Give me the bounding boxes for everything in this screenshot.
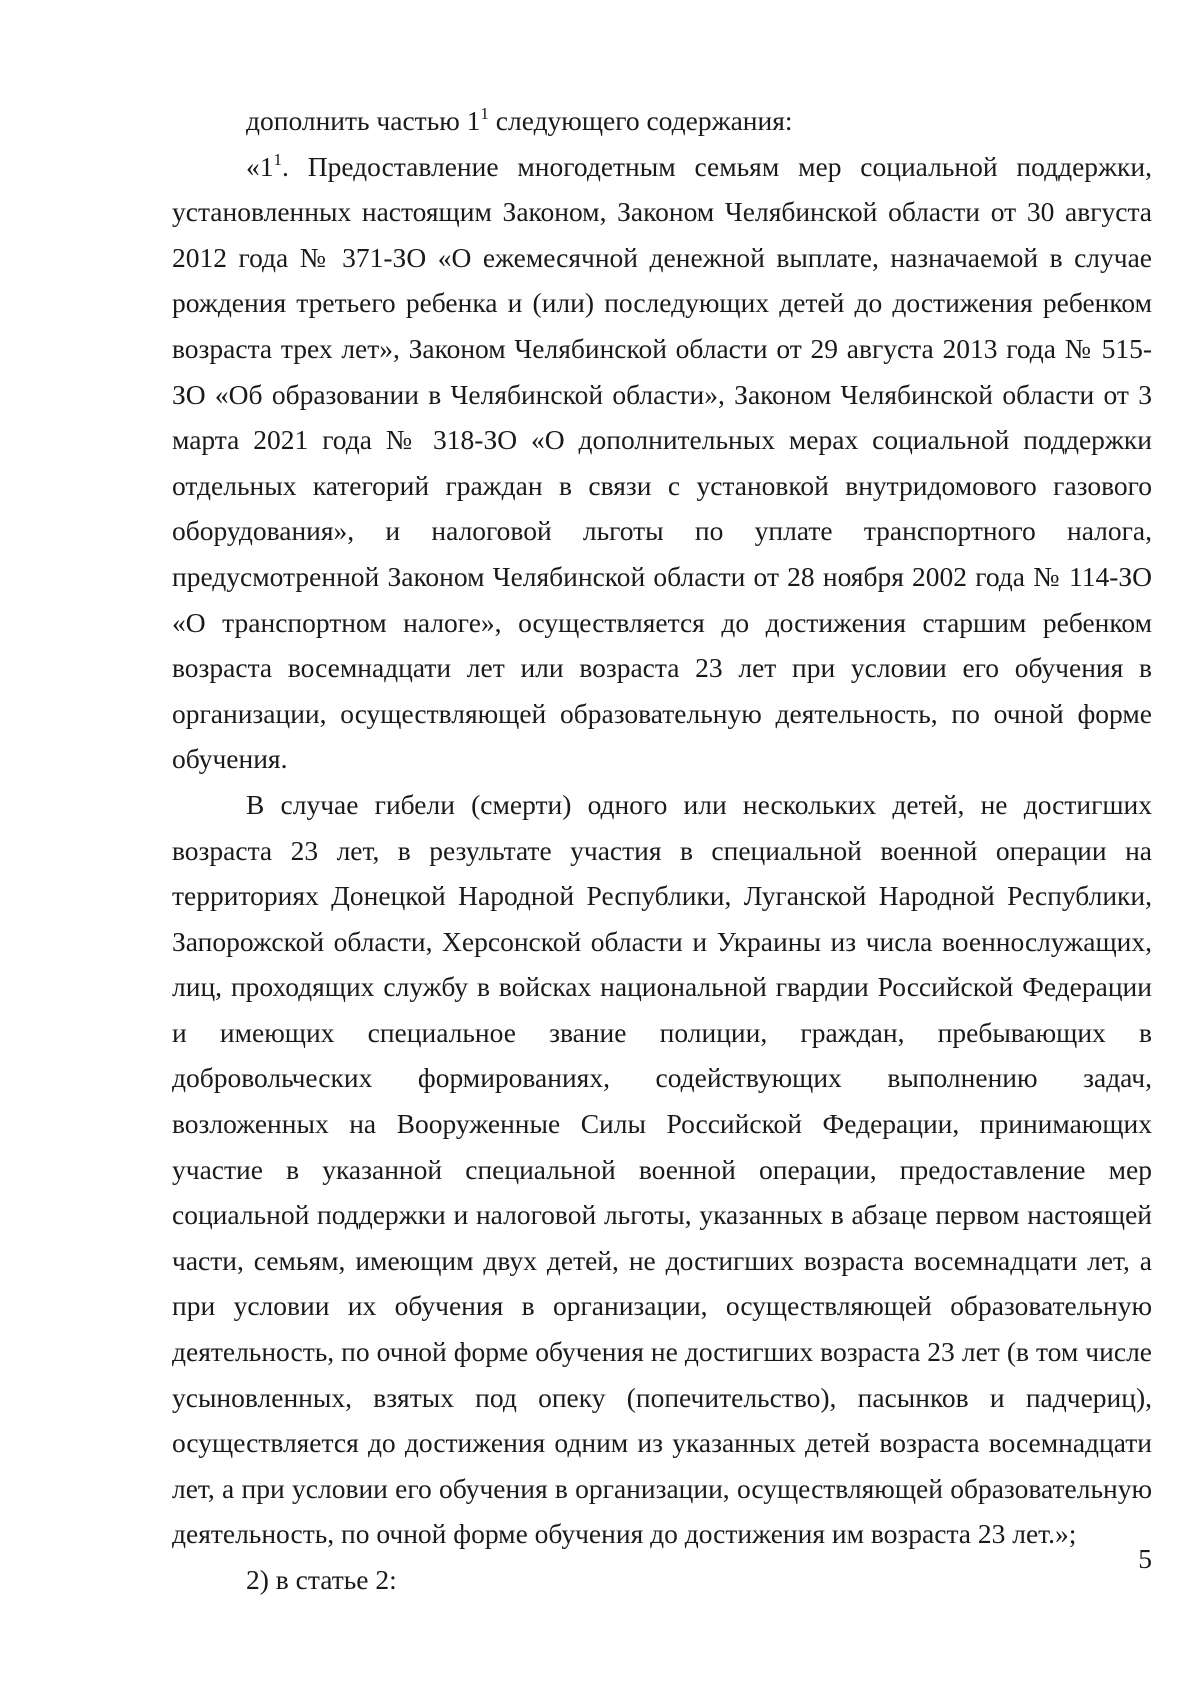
document-body xyxy=(172,98,1152,1603)
main-paragraph-superscript: 1 xyxy=(273,149,282,169)
intro-superscript: 1 xyxy=(480,104,489,123)
page-number: 5 xyxy=(1138,1543,1152,1574)
item-2-paragraph: 2) в статье 2: xyxy=(246,1564,397,1595)
main-paragraph-text: . Предоставление многодетным семьям мер социальной поддержки, установленных настоящим Законом, Законом Челябинской области от 30 августа 2012 года № 371-ЗО «О ежемесячной денежной выплате, назначаемой в случае рождения третьего ребенка и (или) последующих детей до достижения ребенком возраста трех лет», Законом Челябинской области от 29 августа 2013 года № 515-ЗО «Об образовании в Челябинской области», Законом Челябинской области от 3 марта 2021 года № 318-ЗО «О дополнительных мерах социальной поддержки отдельных категорий граждан в связи с установкой внутридомового газового оборудования», и налоговой льготы по уплате транспортного налога, предусмотренной Законом Челябинской области от 28 ноября 2002 года № 114-ЗО «О транспортном налоге», осуществляется до достижения старшим ребенком возраста восемнадцати лет или возраста 23 лет при условии его обучения в организации, осуществляющей образовательную деятельность, по очной форме обучения. xyxy=(172,150,1152,775)
intro-paragraph xyxy=(172,98,1152,144)
intro-text-before: дополнить частью 1 xyxy=(246,105,481,136)
main-paragraph xyxy=(172,144,1152,782)
intro-text-after: следующего содержания: xyxy=(488,105,793,136)
main-paragraph-number: «1 xyxy=(246,150,274,182)
second-paragraph: В случае гибели (смерти) одного или нескольких детей, не достигших возраста 23 лет, в результате участия в специальной военной операции на территориях Донецкой Народной Республики, Луганской Народной Республики, Запорожской области, Херсонской области и Украины из числа военнослужащих, лиц, проходящих службу в войсках национальной гвардии Российской Федерации и имеющих специальное звание полиции, граждан, пребывающих в добровольческих формированиях, содействующих выполнению задач, возложенных на Вооруженные Силы Российской Федерации, принимающих участие в указанной специальной военной операции, предоставление мер социальной поддержки и налоговой льготы, указанных в абзаце первом настоящей части, семьям, имеющим двух детей, не достигших возраста восемнадцати лет, а при условии их обучения в организации, осуществляющей образовательную деятельность, по очной форме обучения не достигших возраста 23 лет (в том числе усыновленных, взятых под опеку (попечительство), пасынков и падчериц), осуществляется до достижения одним из указанных детей возраста восемнадцати лет, а при условии его обучения в организации, осуществляющей образовательную деятельность, по очной форме обучения до достижения им возраста 23 лет.»; xyxy=(172,788,1152,1550)
